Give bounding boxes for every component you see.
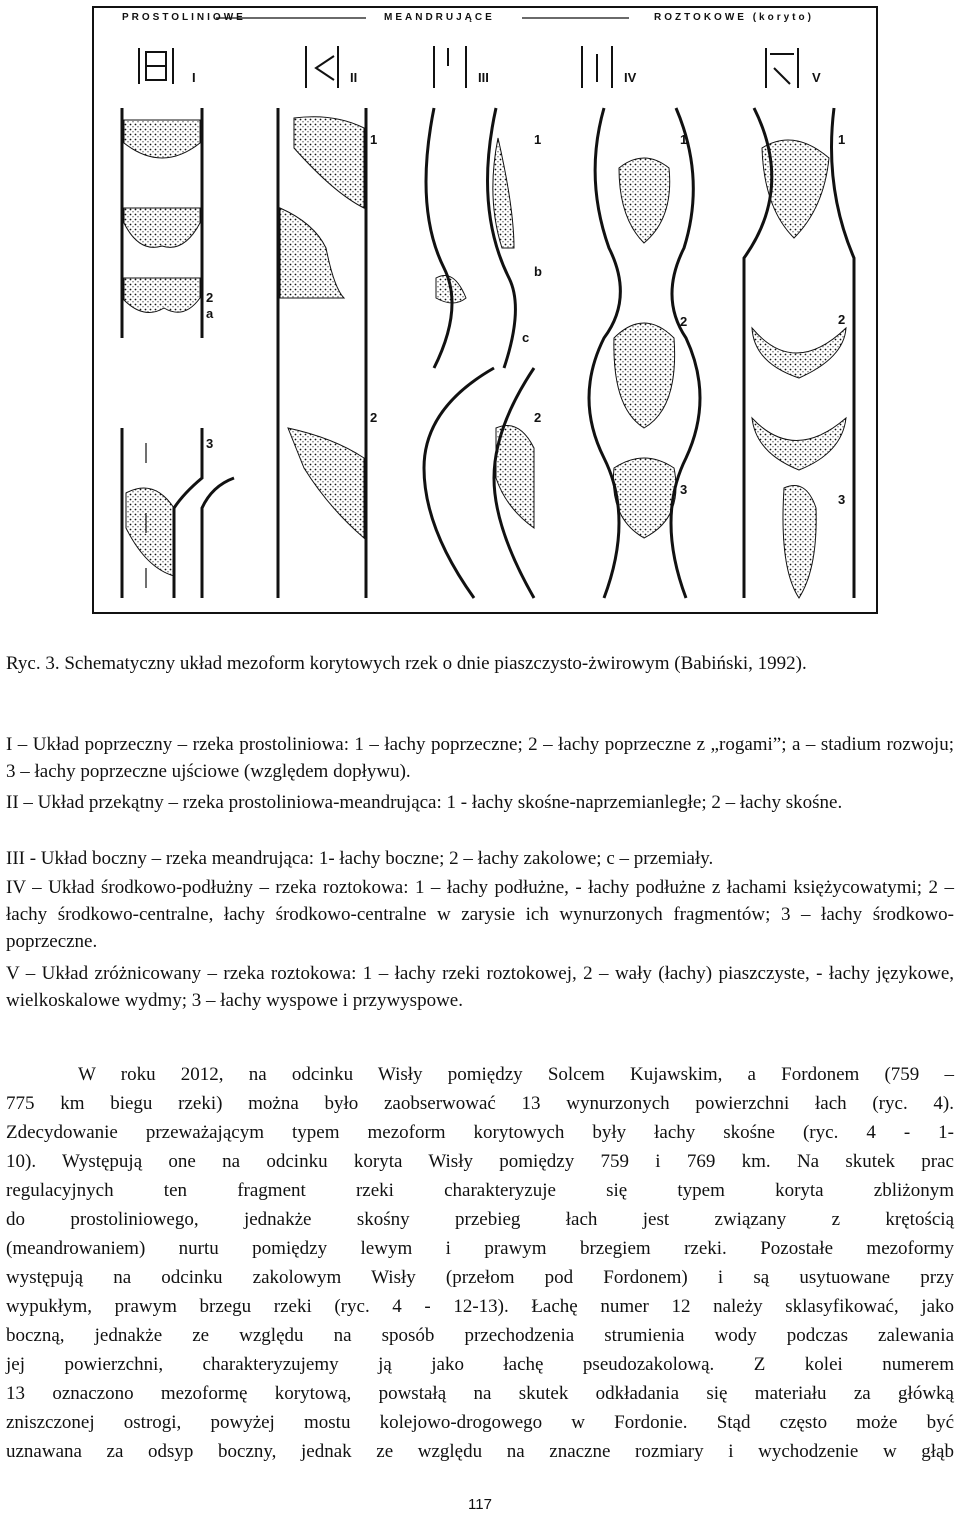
- sublabel-II-2: 2: [370, 410, 378, 425]
- caption-item-II: II – Układ przekątny – rzeka prostoliniowa-meandrująca: 1 - łachy skośne-naprzemianległe; 2 – łachy skośne.: [6, 792, 843, 813]
- page-number: 117: [468, 1496, 492, 1513]
- sublabel-V-3: 3: [838, 492, 846, 507]
- header-meandrujace: MEANDRUJĄCE: [384, 12, 495, 23]
- sublabel-III-2: 2: [534, 410, 542, 425]
- body-line: występują na odcinku zakolowym Wisły (przełom pod Fordonem) i są usytuowane przy: [6, 1267, 954, 1288]
- sublabel-III-b: b: [534, 264, 542, 279]
- figure-panel: [92, 6, 878, 614]
- body-line: 10). Występują one na odcinku koryta Wisły pomiędzy 759 i 769 km. Na skutek prac: [6, 1151, 954, 1172]
- body-line: 13 oznaczono mezoformę korytową, powstałą na skutek odkładania się materiału za główką: [6, 1383, 954, 1404]
- sublabel-III-c: c: [522, 330, 530, 345]
- body-line: uznawana za odsyp boczny, jednak ze względu na znaczne rozmiary i wychodzenie w głąb: [6, 1441, 954, 1462]
- panel-label-IV: IV: [624, 70, 637, 85]
- caption-item-V: V – Układ zróżnicowany – rzeka roztokowa: 1 – łachy rzeki roztokowej, 2 – wały (łachy) piaszczyste, - łachy językowe, wielkoskalowe wydmy; 3 – łachy wyspowe i przywyspowe.: [6, 963, 954, 1011]
- sublabel-III-1: 1: [534, 132, 542, 147]
- sublabel-IV-1: 1: [680, 132, 688, 147]
- body-line: zniszczonej ostrogi, powyżej mostu kolejowo-drogowego w Fordonie. Stąd często może być: [6, 1412, 954, 1433]
- pattern-icons: [139, 46, 798, 88]
- sublabel-I-3: 3: [206, 436, 214, 451]
- sublabel-II-1: 1: [370, 132, 378, 147]
- sublabel-IV-2: 2: [680, 314, 688, 329]
- sublabel-V-2: 2: [838, 312, 846, 327]
- body-line: (meandrowaniem) nurtu pomiędzy lewym i prawym brzegiem rzeki. Pozostałe mezoformy: [6, 1238, 954, 1259]
- caption-item-III: III - Układ boczny – rzeka meandrująca: 1- łachy boczne; 2 – łachy zakolowe; c – przemiały.: [6, 848, 714, 869]
- body-line: do prostoliniowego, jednakże skośny przebieg łach jest związany z krętością: [6, 1209, 954, 1230]
- body-line: boczną, jednakże ze względu na sposób przechodzenia strumienia wody podczas zalewania: [6, 1325, 954, 1346]
- caption-item-IV: IV – Układ środkowo-podłużny – rzeka roztokowa: 1 – łachy podłużne, - łachy podłużne z łachami księżycowatymi; 2 – łachy środkowo-centralne, łachy środkowo-centralne w zarysie ich wynurzonych fragmentów; 3 – łachy środkowo-poprzeczne.: [6, 877, 954, 952]
- body-line: W roku 2012, na odcinku Wisły pomiędzy Solcem Kujawskim, a Fordonem (759 –: [78, 1064, 954, 1085]
- sublabel-I-a: a: [206, 306, 214, 321]
- caption-item-I: I – Układ poprzeczny – rzeka prostoliniowa: 1 – łachy poprzeczne; 2 – łachy poprzeczne z „rogami”; a – stadium rozwoju; 3 – łachy poprzeczne ujściowe (względem dopływu).: [6, 734, 954, 782]
- panel-label-I: I: [192, 70, 196, 85]
- sublabel-V-1: 1: [838, 132, 846, 147]
- header-roztokowe: ROZTOKOWE (koryto): [654, 12, 814, 23]
- panel-label-III: III: [478, 70, 489, 85]
- sublabel-I-2: 2: [206, 290, 214, 305]
- body-line: wypukłym, prawym brzegu rzeki (ryc. 4 - 12-13). Łachę numer 12 należy sklasyfikować, jako: [6, 1296, 954, 1317]
- body-line: Zdecydowanie przeważającym typem mezoform korytowych były łachy skośne (ryc. 4 - 1-: [6, 1122, 954, 1143]
- sublabel-IV-3: 3: [680, 482, 688, 497]
- figure-caption-title: Ryc. 3. Schematyczny układ mezoform korytowych rzek o dnie piaszczysto-żwirowym (Babiński, 1992).: [6, 653, 807, 674]
- body-line: regulacyjnych ten fragment rzeki charakteryzuje się typem koryta zbliżonym: [6, 1180, 954, 1201]
- header-prostoliniowe: PROSTOLINIOWE: [122, 12, 246, 23]
- body-line: jej powierzchni, charakteryzujemy ją jako łachę pseudozakolową. Z kolei numerem: [6, 1354, 954, 1375]
- body-line: 775 km biegu rzeki) można było zaobserwować 13 wynurzonych powierzchni łach (ryc. 4).: [6, 1093, 954, 1114]
- panel-label-II: II: [350, 70, 358, 85]
- panel-label-V: V: [812, 70, 821, 85]
